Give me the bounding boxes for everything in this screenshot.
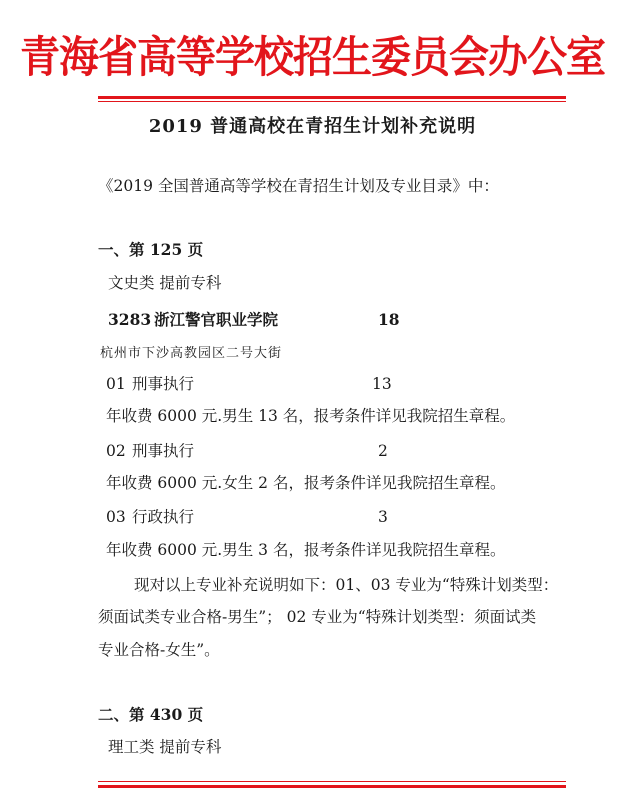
- section-1-heading: 一、第 125 页: [98, 240, 204, 259]
- major-name: 刑事执行: [132, 375, 195, 393]
- supplement-line: 现对以上专业补充说明如下：01、03 专业为“特殊计划类型：: [134, 576, 559, 594]
- footer-rule-thick: [98, 785, 566, 788]
- supplement-line: 须面试类专业合格-男生”； 02 专业为“特殊计划类型：须面试类: [98, 608, 537, 626]
- school-total: 18: [378, 310, 400, 329]
- major-row: [106, 373, 526, 395]
- section-1-category: 文史类 提前专科: [108, 274, 222, 292]
- school-name: 浙江警官职业学院: [154, 310, 279, 329]
- major-note: 年收费 6000 元.女生 2 名，报考条件详见我院招生章程。: [106, 474, 506, 492]
- letterhead-org-name: 青海省高等学校招生委员会办公室: [20, 32, 605, 83]
- school-address: 杭州市下沙高教园区二号大街: [100, 346, 283, 361]
- supplement-line: 专业合格-女生”。: [98, 641, 220, 659]
- major-code: 03: [106, 508, 126, 526]
- school-code: 3283: [108, 310, 152, 329]
- school-row: [108, 309, 528, 331]
- major-code: 01: [106, 375, 126, 393]
- footer-rule-thin: [98, 781, 566, 782]
- major-row: [106, 506, 526, 528]
- major-count: 2: [378, 442, 388, 460]
- major-name: 行政执行: [132, 508, 195, 526]
- intro-text: 《2019 全国普通高等学校在青招生计划及专业目录》中：: [98, 177, 499, 195]
- major-note: 年收费 6000 元.男生 13 名，报考条件详见我院招生章程。: [106, 407, 516, 425]
- major-code: 02: [106, 442, 126, 460]
- major-name: 刑事执行: [132, 442, 195, 460]
- letterhead-rule-thick: [98, 96, 566, 99]
- major-count: 3: [378, 508, 388, 526]
- letterhead-rule-thin: [98, 101, 566, 102]
- major-note: 年收费 6000 元.男生 3 名，报考条件详见我院招生章程。: [106, 541, 506, 559]
- major-row: [106, 440, 526, 462]
- section-2-category: 理工类 提前专科: [108, 738, 222, 756]
- major-count: 13: [372, 375, 392, 393]
- document-title: 2019 普通高校在青招生计划补充说明: [148, 116, 477, 137]
- section-2-heading: 二、第 430 页: [98, 705, 204, 724]
